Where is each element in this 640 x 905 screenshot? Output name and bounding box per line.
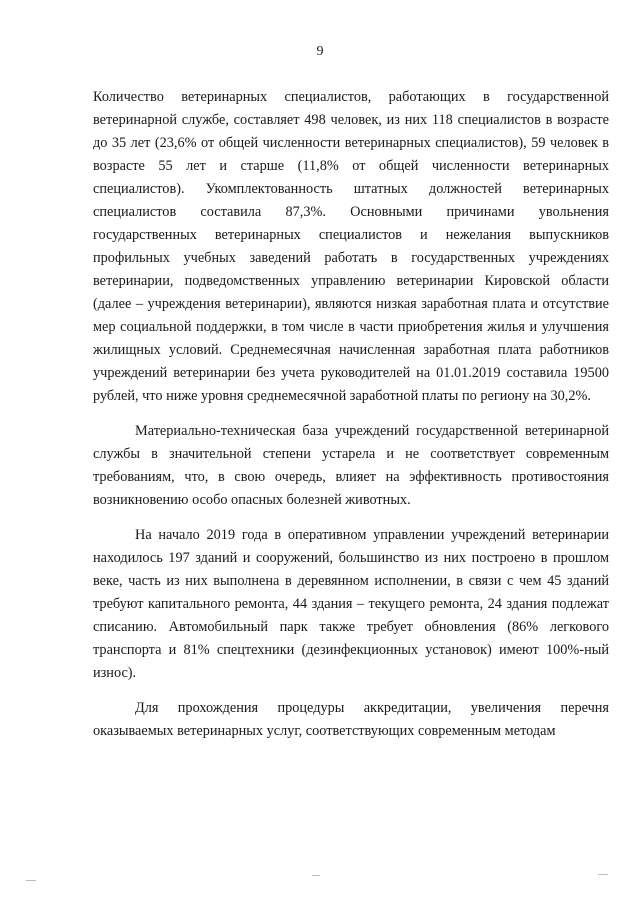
scan-mark-center: [312, 875, 320, 876]
paragraph-buildings: На начало 2019 года в оперативном управлении учреждений ветеринарии находилось 197 зданий и сооружений, большинство из них построено в прошлом веке, часть из них выполнена в деревянном исполнении, в связи с чем 45 зданий требуют капитального ремонта, 44 здания – текущего ремонта, 24 здания подлежат списанию. Автомобильный парк также требует обновления (86% легкового транспорта и 81% спецтехники (дезинфекционных установок) имеют 100%-ный износ).: [93, 527, 609, 681]
document-body: [93, 86, 609, 743]
scan-mark-right: [598, 874, 608, 875]
paragraph-material-base: Материально-техническая база учреждений государственной ветеринарной службы в значительной степени устарела и не соответствует современным требованиям, что, в свою очередь, влияет на эффективность противостояния возникновению особо опасных болезней животных.: [93, 423, 609, 508]
scan-mark-left: [26, 880, 36, 881]
page-number: 9: [316, 44, 324, 59]
paragraph-staff-statistics: Количество ветеринарных специалистов, работающих в государственной ветеринарной службе, составляет 498 человек, из них 118 специалистов в возрасте до 35 лет (23,6% от общей численности ветеринарных специалистов), 59 человек в возрасте 55 лет и старше (11,8% от общей численности ветеринарных специалистов). Укомплектованность штатных должностей ветеринарных специалистов составила 87,3%. Основными причинами увольнения государственных ветеринарных специалистов и нежелания выпускников профильных учебных заведений работать в государственных учреждениях ветеринарии, подведомственных управлению ветеринарии Кировской области (далее – учреждения ветеринарии), являются низкая заработная плата и отсутствие мер социальной поддержки, в том числе в части приобретения жилья и улучшения жилищных условий. Среднемесячная начисленная заработная плата работников учреждений ветеринарии без учета руководителей на 01.01.2019 составила 19500 рублей, что ниже уровня среднемесячной заработной платы по региону на 30,2%.: [93, 89, 609, 404]
paragraph-accreditation: Для прохождения процедуры аккредитации, увеличения перечня оказываемых ветеринарных услуг, соответствующих современным методам: [93, 700, 609, 739]
